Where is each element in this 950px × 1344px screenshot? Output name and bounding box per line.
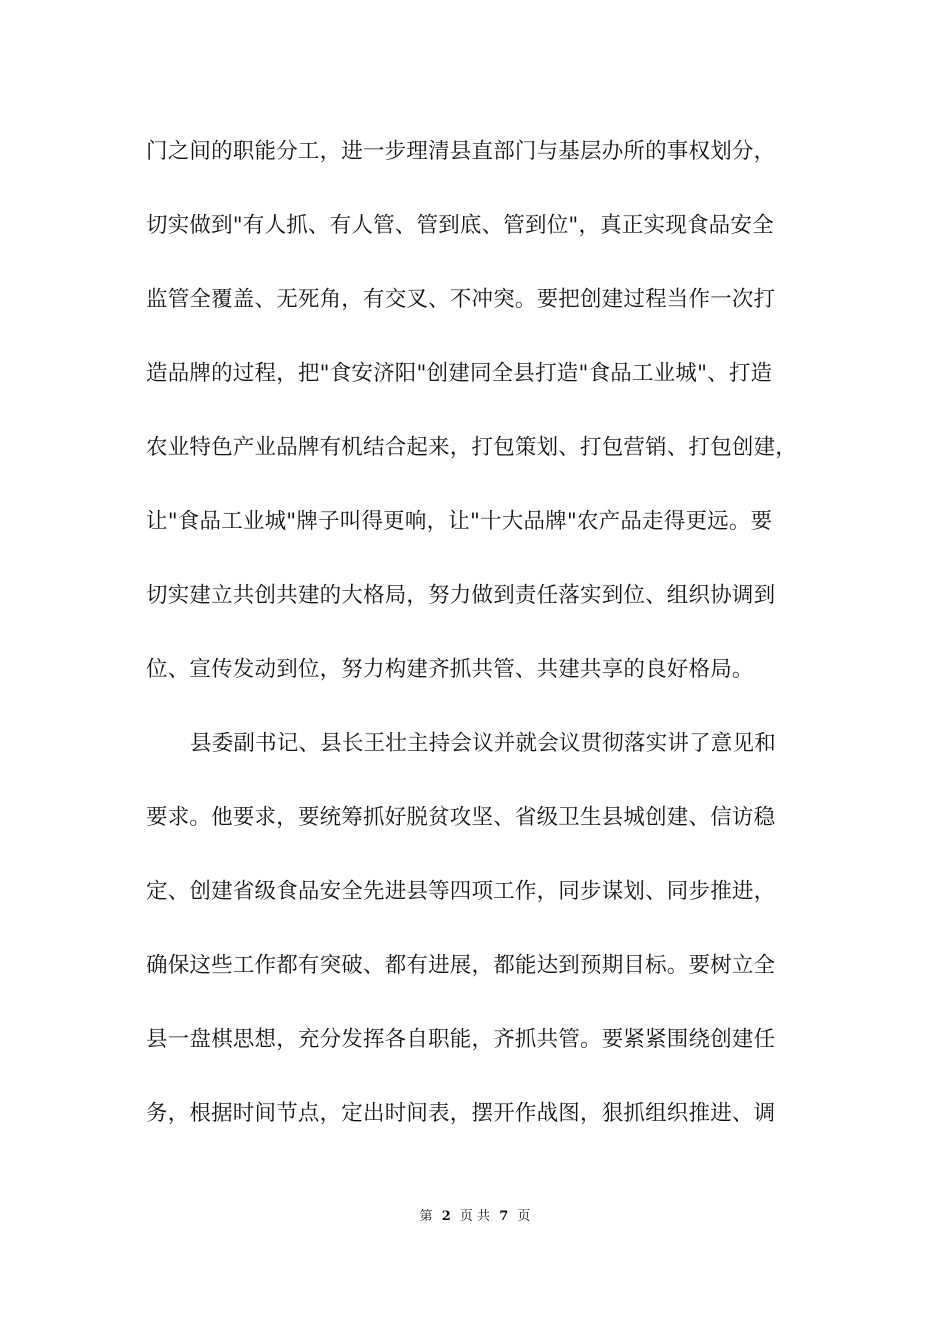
paragraph-2-line-2: 要求。他要求，要统筹抓好脱贫攻坚、省级卫生县城创建、信访稳 (146, 805, 776, 830)
footer-prefix: 第 (419, 1209, 433, 1224)
paragraph-1-line-3: 监管全覆盖、无死角，有交叉、不冲突。要把创建过程当作一次打 (146, 287, 776, 312)
footer-suffix: 页 (517, 1209, 531, 1224)
paragraph-1-line-8: 位、宣传发动到位，努力构建齐抓共管、共建共享的良好格局。 (146, 657, 754, 682)
paragraph-2-line-1: 县委副书记、县长王壮主持会议并就会议贯彻落实讲了意见和 (190, 731, 776, 756)
paragraph-1-line-7: 切实建立共创共建的大格局，努力做到责任落实到位、组织协调到 (146, 583, 776, 608)
paragraph-2-line-4: 确保这些工作都有突破、都有进展，都能达到预期目标。要树立全 (146, 953, 776, 978)
paragraph-2-line-6: 务，根据时间节点，定出时间表，摆开作战图，狠抓组织推进、调 (146, 1101, 776, 1126)
paragraph-1-line-5: 农业特色产业品牌有机结合起来，打包策划、打包营销、打包创建， (146, 435, 798, 460)
footer-middle: 页 共 (459, 1209, 491, 1224)
page-footer (0, 1208, 950, 1226)
paragraph-1-line-2: 切实做到"有人抓、有人管、管到底、管到位"，真正实现食品安全 (146, 213, 774, 238)
footer-total-pages: 7 (499, 1209, 509, 1224)
paragraph-1-line-4: 造品牌的过程，把"食安济阳"创建同全县打造"食品工业城"、打造 (146, 361, 773, 386)
paragraph-2-line-3: 定、创建省级食品安全先进县等四项工作，同步谋划、同步推进， (146, 879, 776, 904)
paragraph-1-line-1: 门之间的职能分工，进一步理清县直部门与基层办所的事权划分， (146, 139, 776, 164)
footer-page-number: 2 (441, 1209, 451, 1224)
paragraph-1-line-6: 让"食品工业城"牌子叫得更响，让"十大品牌"农产品走得更远。要 (146, 509, 773, 534)
paragraph-2-line-5: 县一盘棋思想，充分发挥各自职能，齐抓共管。要紧紧围绕创建任 (146, 1027, 776, 1052)
